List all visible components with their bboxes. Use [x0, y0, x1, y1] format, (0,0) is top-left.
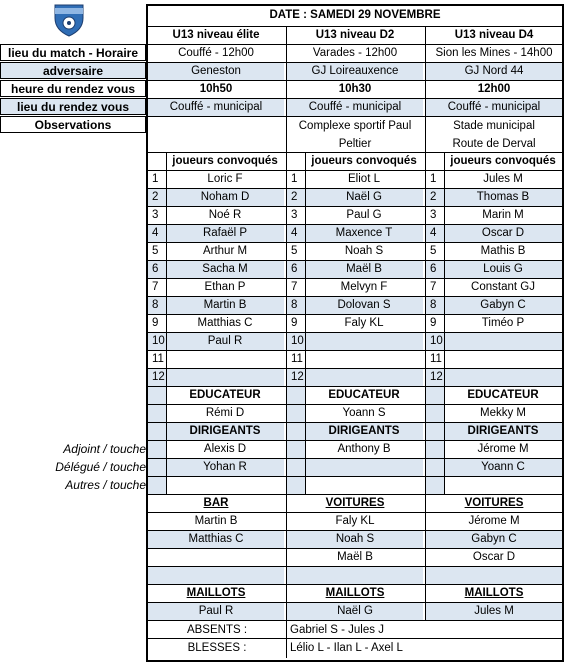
extra-name: [287, 566, 423, 584]
column-divider: [286, 26, 287, 620]
player-name: Martin B: [166, 296, 284, 314]
player-name: Paul G: [346, 209, 382, 221]
player-name: [305, 368, 423, 386]
row-divider: [148, 224, 562, 225]
extra-name: Jérome M: [468, 515, 520, 527]
player-number: 3: [291, 209, 298, 221]
educateur-name-1: Yoann S: [342, 407, 386, 419]
player-name: [166, 350, 284, 368]
match-location-0: Couffé - 12h00: [178, 47, 254, 59]
player-number: 6: [287, 260, 305, 278]
blesses-list: Lélio L - Ilan L - Axel L: [290, 642, 403, 654]
observation-line2-1: Peltier: [338, 138, 372, 150]
player-number: 10: [426, 332, 444, 350]
row-divider: [148, 458, 562, 459]
player-number: 2: [287, 188, 305, 206]
row-divider: [148, 584, 562, 585]
meeting-time-1: 10h30: [338, 83, 372, 95]
player-name: [444, 332, 562, 350]
extra-name: Maël B: [337, 551, 373, 563]
player-name: Rafaël P: [166, 224, 284, 242]
label-delegue: Délégué / touche: [55, 460, 146, 474]
player-name: Thomas B: [444, 188, 562, 206]
column-divider: [286, 620, 287, 658]
row-divider: [148, 62, 562, 63]
player-name: Timéo P: [481, 317, 525, 329]
player-number: 9: [430, 317, 437, 329]
extra-name: [148, 548, 284, 566]
player-name: Maël B: [305, 260, 423, 278]
extra-name: Gabyn C: [426, 530, 562, 548]
column-divider: [444, 152, 445, 494]
player-name: [444, 350, 562, 368]
column-divider: [166, 152, 167, 494]
extra-name: Faly KL: [335, 515, 375, 527]
extra-name: Oscar D: [472, 551, 516, 563]
extra-title-1: VOITURES: [325, 497, 385, 509]
row-divider: [148, 296, 562, 297]
row-divider: [148, 350, 562, 351]
row-divider: [148, 188, 562, 189]
opponent-0: Geneston: [148, 62, 284, 80]
row-divider: [148, 638, 562, 639]
club-logo: [50, 3, 88, 37]
row-divider: [148, 116, 562, 117]
opponent-1: GJ Loireauxence: [287, 62, 423, 80]
row-divider: [148, 26, 562, 27]
player-name: Louis G: [444, 260, 562, 278]
player-name: Noham D: [166, 188, 284, 206]
player-name: Matthias C: [197, 317, 253, 329]
convocation-table: [146, 4, 564, 662]
educateur-title-1: EDUCATEUR: [328, 389, 400, 401]
meeting-place-2: Couffé - municipal: [426, 98, 562, 116]
player-number: 9: [152, 317, 159, 329]
row-divider: [148, 314, 562, 315]
row-divider: [148, 170, 562, 171]
educateur-title-0: EDUCATEUR: [189, 389, 261, 401]
extra-name: Matthias C: [148, 530, 284, 548]
dirigeant-name: [166, 476, 284, 494]
meeting-time-2: 12h00: [477, 83, 511, 95]
player-number: 4: [426, 224, 444, 242]
player-number: 8: [426, 296, 444, 314]
row-divider: [148, 404, 562, 405]
row-divider: [148, 80, 562, 81]
column-divider: [305, 152, 306, 494]
label-lieu-rdv: lieu du rendez vous: [0, 98, 146, 115]
row-divider: [148, 44, 562, 45]
column-divider: [425, 26, 426, 620]
opponent-2: GJ Nord 44: [426, 62, 562, 80]
player-name: Sacha M: [166, 260, 284, 278]
extra-title-2: VOITURES: [464, 497, 524, 509]
player-number: 3: [152, 209, 159, 221]
player-number: 1: [152, 173, 159, 185]
player-number: 12: [287, 368, 305, 386]
player-number: 8: [287, 296, 305, 314]
player-number: 5: [152, 245, 159, 257]
player-number: 8: [148, 296, 166, 314]
dirigeant-name: [305, 476, 423, 494]
player-number: 1: [291, 173, 298, 185]
date-header: DATE : SAMEDI 29 NOVEMBRE: [269, 9, 441, 21]
player-number: 7: [291, 281, 298, 293]
row-divider: [148, 98, 562, 99]
extra-name: Noah S: [287, 530, 423, 548]
player-number: 4: [148, 224, 166, 242]
meeting-time-0: 10h50: [199, 83, 233, 95]
educateur-name-0: Rémi D: [205, 407, 245, 419]
player-number: 2: [426, 188, 444, 206]
row-divider: [148, 620, 562, 621]
players-title-2: joueurs convoqués: [450, 155, 556, 167]
row-divider: [148, 512, 562, 513]
player-name: [444, 368, 562, 386]
meeting-place-0: Couffé - municipal: [148, 98, 284, 116]
player-number: 10: [148, 332, 166, 350]
meeting-place-1: Couffé - municipal: [287, 98, 423, 116]
row-divider: [148, 386, 562, 387]
player-name: Mathis B: [480, 245, 526, 257]
player-number: 11: [430, 353, 442, 365]
row-divider: [148, 260, 562, 261]
player-number: 4: [287, 224, 305, 242]
maillots-title-1: MAILLOTS: [325, 587, 385, 599]
player-number: 3: [430, 209, 437, 221]
player-name: Naël G: [305, 188, 423, 206]
observation-line2-2: Route de Derval: [452, 138, 536, 150]
label-observations: Observations: [0, 116, 146, 133]
row-divider: [148, 422, 562, 423]
player-name: Melvyn F: [340, 281, 388, 293]
absents-label: ABSENTS :: [186, 624, 248, 636]
dirigeant-name: Alexis D: [203, 443, 247, 455]
label-autres: Autres / touche: [65, 478, 146, 492]
maillots-name-2: Jules M: [426, 602, 562, 620]
player-name: [305, 350, 423, 368]
row-divider: [148, 440, 562, 441]
maillots-title-0: MAILLOTS: [186, 587, 246, 599]
player-name: Loric F: [207, 173, 243, 185]
dirigeants-title-0: DIRIGEANTS: [166, 422, 284, 440]
row-divider: [148, 494, 562, 495]
maillots-title-2: MAILLOTS: [464, 587, 524, 599]
dirigeant-name: Yohan R: [166, 458, 284, 476]
player-name: Oscar D: [444, 224, 562, 242]
dirigeant-name: [444, 476, 562, 494]
player-name: Marin M: [482, 209, 524, 221]
match-location-2: Sion les Mines - 14h00: [435, 47, 553, 59]
maillots-name-0: Paul R: [148, 602, 284, 620]
educateur-title-2: EDUCATEUR: [467, 389, 539, 401]
absents-list: Gabriel S - Jules J: [290, 624, 384, 636]
observation-line1-0: [148, 117, 284, 135]
extra-name: [426, 566, 562, 584]
player-number: 2: [148, 188, 166, 206]
player-name: Arthur M: [202, 245, 248, 257]
row-divider: [148, 530, 562, 531]
dirigeant-name: Anthony B: [337, 443, 391, 455]
player-number: 7: [152, 281, 159, 293]
player-number: 11: [291, 353, 303, 365]
row-divider: [148, 206, 562, 207]
player-name: Constant GJ: [471, 281, 535, 293]
player-name: Eliot L: [348, 173, 380, 185]
player-name: Noah S: [344, 245, 384, 257]
player-name: Noé R: [208, 209, 242, 221]
label-adversaire: adversaire: [0, 62, 146, 79]
player-name: Jules M: [483, 173, 523, 185]
row-divider: [148, 602, 562, 603]
players-title-0: joueurs convoqués: [172, 155, 278, 167]
label-lieu-match: lieu du match - Horaire: [0, 44, 146, 61]
player-number: 6: [426, 260, 444, 278]
dirigeant-name: [305, 458, 423, 476]
label-heure-rdv: heure du rendez vous: [0, 80, 146, 97]
player-number: 10: [287, 332, 305, 350]
players-title-1: joueurs convoqués: [311, 155, 417, 167]
blesses-label: BLESSES :: [187, 642, 247, 654]
dirigeants-title-1: DIRIGEANTS: [305, 422, 423, 440]
match-location-1: Varades - 12h00: [312, 47, 398, 59]
team-name-0: U13 niveau élite: [172, 29, 260, 41]
row-divider: [148, 566, 562, 567]
extra-name: Martin B: [194, 515, 238, 527]
player-number: 12: [426, 368, 444, 386]
player-name: Gabyn C: [444, 296, 562, 314]
maillots-name-1: Naël G: [287, 602, 423, 620]
row-divider: [148, 152, 562, 153]
row-divider: [148, 242, 562, 243]
extra-title-0: BAR: [203, 497, 229, 509]
dirigeant-name: Yoann C: [444, 458, 562, 476]
player-name: Faly KL: [344, 317, 384, 329]
player-number: 12: [148, 368, 166, 386]
player-name: Maxence T: [305, 224, 423, 242]
player-number: 11: [152, 353, 164, 365]
player-name: [166, 368, 284, 386]
team-name-2: U13 niveau D4: [454, 29, 534, 41]
educateur-name-2: Mekky M: [480, 407, 526, 419]
dirigeant-name: Jérome M: [477, 443, 529, 455]
row-divider: [148, 332, 562, 333]
player-number: 5: [291, 245, 298, 257]
player-number: 6: [148, 260, 166, 278]
player-name: [305, 332, 423, 350]
player-name: Ethan P: [204, 281, 246, 293]
dirigeants-title-2: DIRIGEANTS: [444, 422, 562, 440]
player-number: 9: [291, 317, 298, 329]
player-number: 7: [430, 281, 437, 293]
team-name-1: U13 niveau D2: [315, 29, 395, 41]
observation-line1-1: Complexe sportif Paul: [298, 120, 412, 132]
row-divider: [148, 548, 562, 549]
player-number: 1: [430, 173, 437, 185]
row-divider: [148, 278, 562, 279]
player-name: Dolovan S: [305, 296, 423, 314]
extra-name: [148, 566, 284, 584]
player-number: 5: [430, 245, 437, 257]
observation-line2-0: [148, 135, 284, 153]
label-adjoint: Adjoint / touche: [63, 442, 146, 456]
row-divider: [148, 368, 562, 369]
player-name: Paul R: [166, 332, 284, 350]
row-divider: [148, 476, 562, 477]
observation-line1-2: Stade municipal: [453, 120, 535, 132]
